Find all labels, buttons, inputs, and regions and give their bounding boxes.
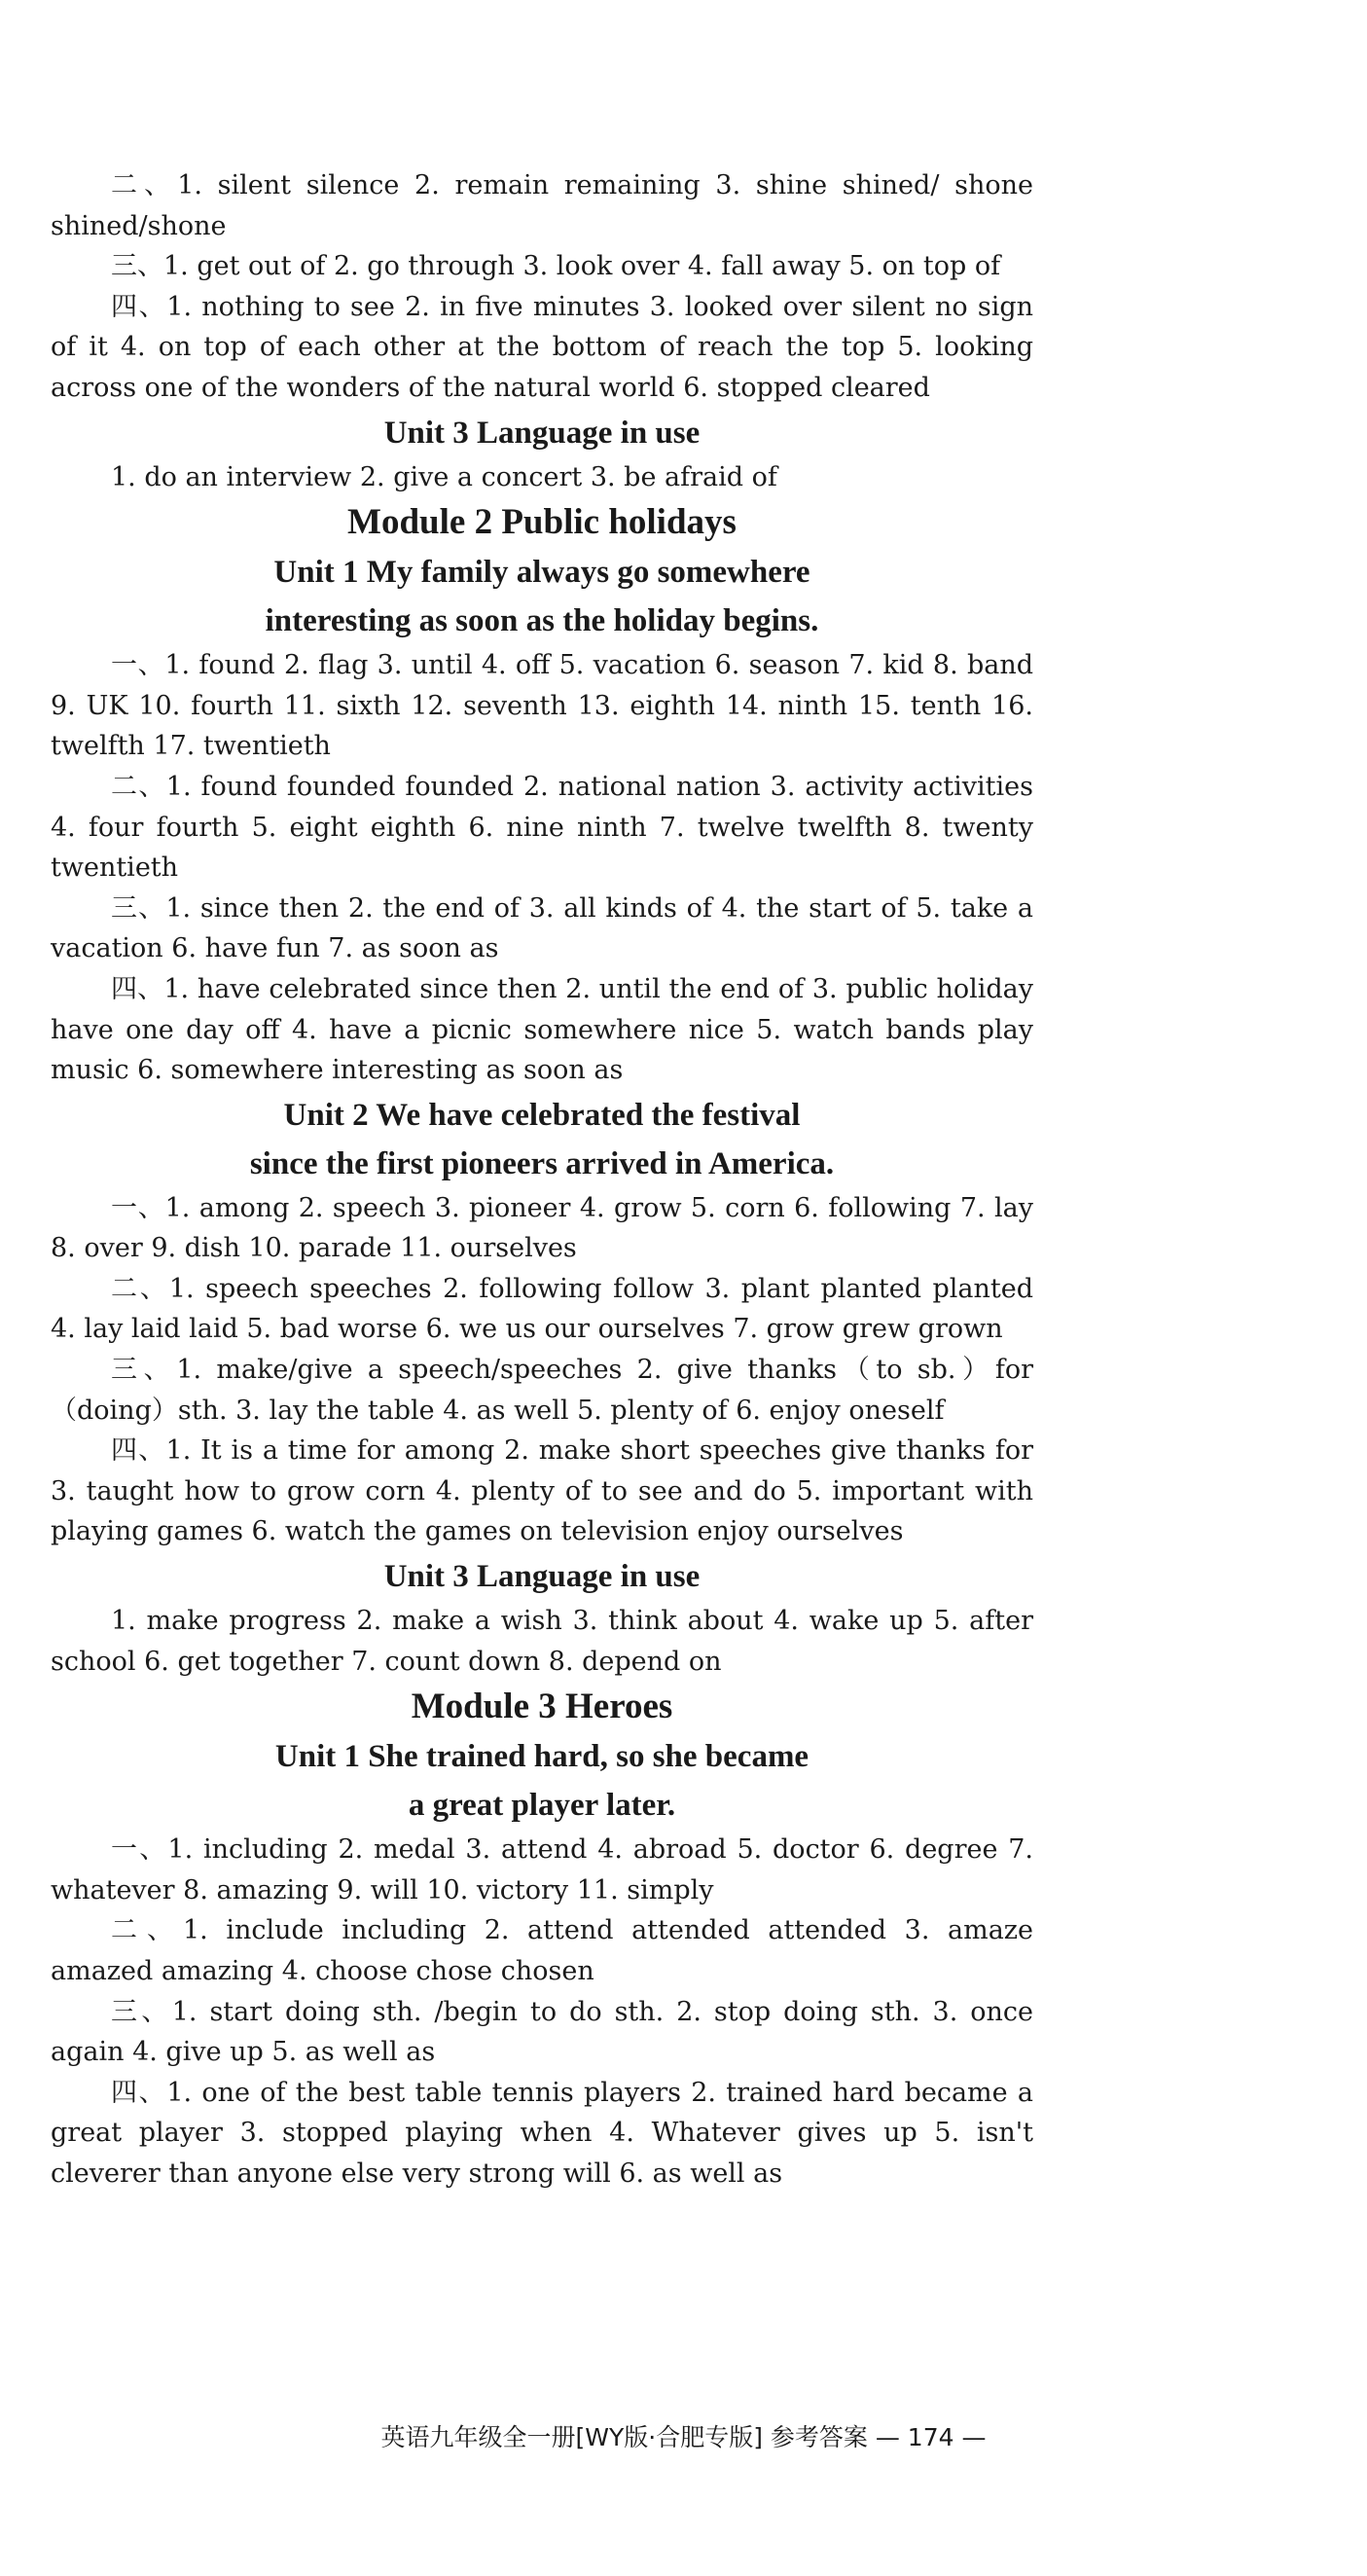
unit-heading: Unit 1 My family always go somewhere [273, 555, 810, 591]
answer-paragraph: 一、1. among 2. speech 3. pioneer 4. grow 5. corn 6. following 7. lay 8. over 9. dish 10. parade 11. ourselves [51, 1192, 1033, 1264]
answer-paragraph: 四、1. nothing to see 2. in five minutes 3. looked over silent no sign of it 4. on top of each other at the bottom of reach the top 5. looking across one of the wonders of the natural world 6. stopped cleared [51, 291, 1033, 403]
unit-heading: Unit 3 Language in use [383, 1559, 701, 1595]
answer-paragraph: 三、1. start doing sth. /begin to do sth. 2. stop doing sth. 3. once again 4. give up 5. as well as [51, 1996, 1033, 2068]
unit-heading: Unit 3 Language in use [383, 415, 701, 451]
answer-paragraph: 一、1. found 2. flag 3. until 4. off 5. vacation 6. season 7. kid 8. band 9. UK 10. fourth 11. sixth 12. seventh 13. eighth 14. ninth 15. tenth 16. twelfth 17. twentieth [51, 650, 1033, 762]
unit-heading: a great player later. [408, 1788, 676, 1824]
answer-paragraph: 三、1. since then 2. the end of 3. all kinds of 4. the start of 5. take a vacation 6. have fun 7. as soon as [51, 892, 1033, 964]
module-heading: Module 2 Public holidays [347, 502, 737, 543]
module-heading: Module 3 Heroes [411, 1687, 673, 1727]
answer-paragraph: 一、1. including 2. medal 3. attend 4. abroad 5. doctor 6. degree 7. whatever 8. amazing 9. will 10. victory 11. simply [51, 1834, 1033, 1905]
answer-paragraph: 二、1. speech speeches 2. following follow 3. plant planted planted 4. lay laid laid 5. bad worse 6. we us our ourselves 7. grow grew grown [51, 1273, 1033, 1345]
page-footer: 英语九年级全一册[WY版·合肥专版] 参考答案 — 174 — [380, 2423, 987, 2451]
answer-paragraph: 三、1. make/give a speech/speeches 2. give thanks（to sb.）for（doing）sth. 3. lay the table 4. as well 5. plenty of 6. enjoy oneself [51, 1355, 1033, 1426]
answer-paragraph: 三、1. get out of 2. go through 3. look over 4. fall away 5. on top of [111, 251, 1001, 282]
answer-paragraph: 二、1. found founded founded 2. national nation 3. activity activities 4. four fourth 5. eight eighth 6. nine ninth 7. twelve twelfth 8. twenty twentieth [51, 771, 1033, 884]
answer-paragraph: 四、1. have celebrated since then 2. until the end of 3. public holiday have one day off 4. have a picnic somewhere nice 5. watch bands play music 6. somewhere interesting as soon as [51, 973, 1033, 1086]
unit-heading: Unit 2 We have celebrated the festival [283, 1097, 801, 1133]
answer-paragraph: 二、1. silent silence 2. remain remaining 3. shine shined/ shone shined/shone [51, 170, 1033, 241]
answer-key-page [51, 165, 1033, 2195]
unit-heading: interesting as soon as the holiday begins. [265, 603, 819, 639]
answer-paragraph: 1. do an interview 2. give a concert 3. be afraid of [111, 461, 777, 492]
answer-paragraph: 四、1. It is a time for among 2. make short speeches give thanks for 3. taught how to grow corn 4. plenty of to see and do 5. important with playing games 6. watch the games on television enjoy ourselves [51, 1435, 1033, 1547]
answer-paragraph: 二、1. include including 2. attend attended attended 3. amaze amazed amazing 4. choose chose chosen [51, 1915, 1033, 1986]
answer-paragraph: 四、1. one of the best table tennis players 2. trained hard became a great player 3. stopped playing when 4. Whatever gives up 5. isn't cleverer than anyone else very strong will 6. as well as [51, 2077, 1033, 2189]
unit-heading: since the first pioneers arrived in America. [249, 1145, 835, 1181]
unit-heading: Unit 1 She trained hard, so she became [274, 1739, 809, 1775]
answer-paragraph: 1. make progress 2. make a wish 3. think about 4. wake up 5. after school 6. get together 7. count down 8. depend on [51, 1606, 1033, 1677]
